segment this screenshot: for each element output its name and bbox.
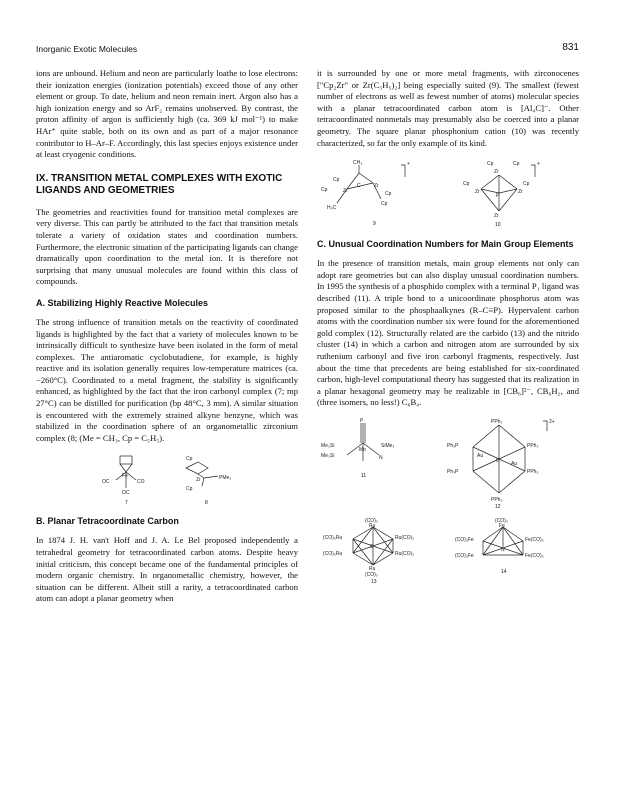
metal-label: Zr bbox=[374, 183, 379, 190]
atom-label: N bbox=[501, 546, 505, 553]
ligand-label: (CO)₃Fe bbox=[455, 552, 474, 559]
ligand-label: PPh₃ bbox=[491, 418, 503, 425]
ligand-label: Cp bbox=[463, 181, 470, 188]
ligand-label: Ru(CO)₃ bbox=[395, 534, 415, 541]
atom-label: N bbox=[379, 454, 383, 461]
subsection-heading: A. Stabilizing Highly Reactive Molecules bbox=[36, 297, 209, 308]
ligand-label: Cp bbox=[513, 161, 520, 168]
subsection-heading: B. Planar Tetracoordinate Carbon bbox=[36, 516, 179, 527]
ligand-label: Cp bbox=[186, 486, 193, 493]
metal-label: Fe bbox=[122, 473, 128, 480]
metal-label: Mo bbox=[359, 446, 366, 453]
metal-label: Zr bbox=[343, 188, 348, 195]
right-column bbox=[317, 68, 579, 587]
ligand-label: Me₃Si bbox=[321, 442, 335, 449]
compound-number: 10 bbox=[495, 222, 501, 229]
metal-label: Au bbox=[511, 460, 518, 467]
ligand-label: CO bbox=[137, 479, 145, 486]
left-column bbox=[36, 68, 298, 613]
ligand-label: (CO)₃ bbox=[495, 517, 508, 524]
figure-structures-13-14 bbox=[317, 517, 579, 585]
ligand-label: Fe(CO)₃ bbox=[525, 552, 544, 559]
ligand-label: Cp bbox=[523, 181, 530, 188]
section-heading: IX. TRANSITION METAL COMPLEXES WITH EXOTIC LIGANDS AND GEOMETRIES bbox=[36, 172, 283, 196]
compound-number: 7 bbox=[125, 500, 128, 507]
ligand-label: PPh₃ bbox=[491, 496, 503, 503]
metal-label: Ru bbox=[369, 565, 376, 572]
compound-number: 9 bbox=[373, 221, 376, 228]
compound-number: 14 bbox=[501, 568, 507, 575]
ligand-label: PPh₃ bbox=[527, 468, 539, 475]
ligand-label: Ru(CO)₃ bbox=[395, 550, 415, 557]
metal-label: Au bbox=[477, 452, 484, 459]
atom-label: P bbox=[360, 417, 364, 424]
ligand-label: Cp bbox=[487, 161, 494, 168]
charge-label: 2+ bbox=[549, 418, 555, 425]
subsection-heading: C. Unusual Coordination Numbers for Main Group Elements bbox=[317, 239, 574, 250]
paragraph: In the presence of transition metals, main group elements not only can adopt rare geometries but can also display unusual coordination numbers. In 1995 the synthesis of a phosphido complex with a terminal P₁ ligand was described (11). A triple bond to a unicoordinate phosphorus atom was proposed similar to the phosphaalkynes (R–C≡P). Hypervalent carbon atoms with the coordination number six were found for the aforementioned gold complex (12). Structurally related are the carbido (13) and the nitrido cluster (14) in which a carbon and nitrogen atom are surrounded by six ruthenium carbonyl and five iron carbonyl fragments, respectively. Just about the time that precedents are being established for six-coordinated carbon, high-level computational theory has suggested that its realization in a planar hexagonal geometry may be realizable in [CB₆]²⁻, CB₆H₂, and (three isomers, no less!) C₆B₄. bbox=[317, 258, 579, 408]
running-header: Inorganic Exotic Molecules bbox=[36, 44, 138, 54]
paragraph: it is surrounded by one or more metal fragments, with zirconocenes ["Cp₂Zr" or Zr(C₅H₅)₂] being especially suited (9). The smallest (fewest number of electrons as well as fewest number of atoms) molecular species with a planar tetracoordinated carbon atom is [Al₄C]⁻. Other tetracoordinated nonmetals may presumably also be coerced into a planar geometry. The square planar phosphonium cation (10) was recently characterized, so far the only example of its kind. bbox=[317, 68, 579, 148]
ligand-label: H₃C bbox=[327, 205, 337, 212]
ligand-label: Ph₃P bbox=[447, 468, 459, 475]
ligand-label: (CO)₃ bbox=[365, 571, 378, 578]
atom-label: C bbox=[357, 183, 361, 190]
paragraph: The strong influence of transition metals on the reactivity of coordinated ligands is highlighted by the fact that a variety of molecules known to be intrinsically difficult to synthesize have been isolated in the form of metal complexes. The antiaromatic cyclobutadiene, for example, is highly reactive and its isolation generally requires low-temperature matrices (ca. −260°C). Coordinated to a metal fragment, the stability is significantly enhanced, as highlighted by the fact that the iron carbonyl complex (7; mp 27°C) can be distilled for purification (bp 48°C, 3 mm). A similar situation is encountered with the extremely strained alkyne benzyne, which was stabilized in the coordination sphere of an organometallic zirconium complex (8; (Me = CH₃, Cp = C₅H₅). bbox=[36, 316, 298, 443]
paragraph: In 1874 J. H. van't Hoff and J. A. Le Bel proposed independently a tetrahedral geometry for tetracoordinated carbon atoms. Despite heavy initial criticism, this concept became one of the fundamental principles of modern organic chemistry. In organometallic chemistry, however, the situation can be different. Albeit still a rarity, a tetracoordinated carbon atom can adopt a planar geometry when bbox=[36, 535, 298, 604]
ligand-label: Cp bbox=[333, 177, 340, 184]
compound-number: 8 bbox=[205, 500, 208, 507]
ligand-label: Me₃Si bbox=[321, 452, 335, 459]
ligand-label: OC bbox=[122, 490, 130, 497]
metal-label: Zr bbox=[494, 169, 499, 176]
ligand-label: PPh₃ bbox=[527, 442, 539, 449]
ligand-label: Fe(CO)₃ bbox=[525, 536, 544, 543]
paragraph: The geometries and reactivities found for transition metal complexes are very diverse. This can partly be attributed to the fact that transition metals tolerate a variety of oxidation states and coordination numbers. Furthermore, the electronic situation of the participating ligands can change dramatically upon coordination to the metal ion. It is therefore not surprising that many unusual molecules are found within this class of compounds. bbox=[36, 206, 298, 287]
ligand-label: SiMe₃ bbox=[381, 442, 395, 449]
compound-number: 11 bbox=[361, 472, 367, 479]
metal-label: Zr bbox=[196, 477, 201, 484]
ligand-label: Cp bbox=[381, 201, 388, 208]
charge-label: + bbox=[537, 161, 540, 168]
ligand-label: Cp bbox=[385, 191, 392, 198]
ligand-label: Cp bbox=[186, 456, 193, 463]
metal-label: Ru bbox=[369, 522, 376, 529]
ligand-label: (CO)₃Fe bbox=[455, 536, 474, 543]
ligand-label: (CO)₃ bbox=[365, 517, 378, 524]
ligand-label: CH₃ bbox=[353, 160, 363, 167]
ligand-label: Cp bbox=[321, 187, 328, 194]
page-number: 831 bbox=[562, 42, 579, 53]
metal-label: Zr bbox=[518, 189, 523, 196]
atom-label: P bbox=[496, 193, 500, 200]
metal-label: Zr bbox=[494, 213, 499, 220]
atom-label: C bbox=[496, 457, 500, 464]
ligand-label: (CO)₃Ru bbox=[323, 534, 343, 541]
atom-label: C bbox=[370, 543, 374, 550]
figure-structures-11-12 bbox=[317, 417, 579, 509]
metal-label: Fe bbox=[499, 522, 505, 529]
ligand-label: OC bbox=[102, 479, 110, 486]
figure-structures-7-8 bbox=[36, 452, 298, 506]
ligand-label: PMe₃ bbox=[219, 475, 232, 482]
figure-structures-9-10 bbox=[317, 157, 579, 229]
paragraph: ions are unbound. Helium and neon are particularly loathe to lose electrons: their ionization energies (ionization potentials) exceed those of any other element or group. To date, helium and neon remain inert. Argon also has a high ionization energy and so ArF₂ remains unobserved. By contrast, the proton affinity of argon is sufficiently high (ca. 369 kJ mol⁻¹) to make HAr⁺ quite stable, both on its own and as part of a major resonance contributor to H–Ar–F. Accordingly, this last species enjoys existence under at least cryogenic conditions. bbox=[36, 68, 298, 160]
ligand-label: Ph₃P bbox=[447, 442, 459, 449]
metal-label: Zr bbox=[475, 189, 480, 196]
compound-number: 13 bbox=[371, 578, 377, 585]
charge-label: + bbox=[407, 161, 410, 168]
ligand-label: (CO)₃Ru bbox=[323, 550, 343, 557]
compound-number: 12 bbox=[495, 503, 501, 510]
